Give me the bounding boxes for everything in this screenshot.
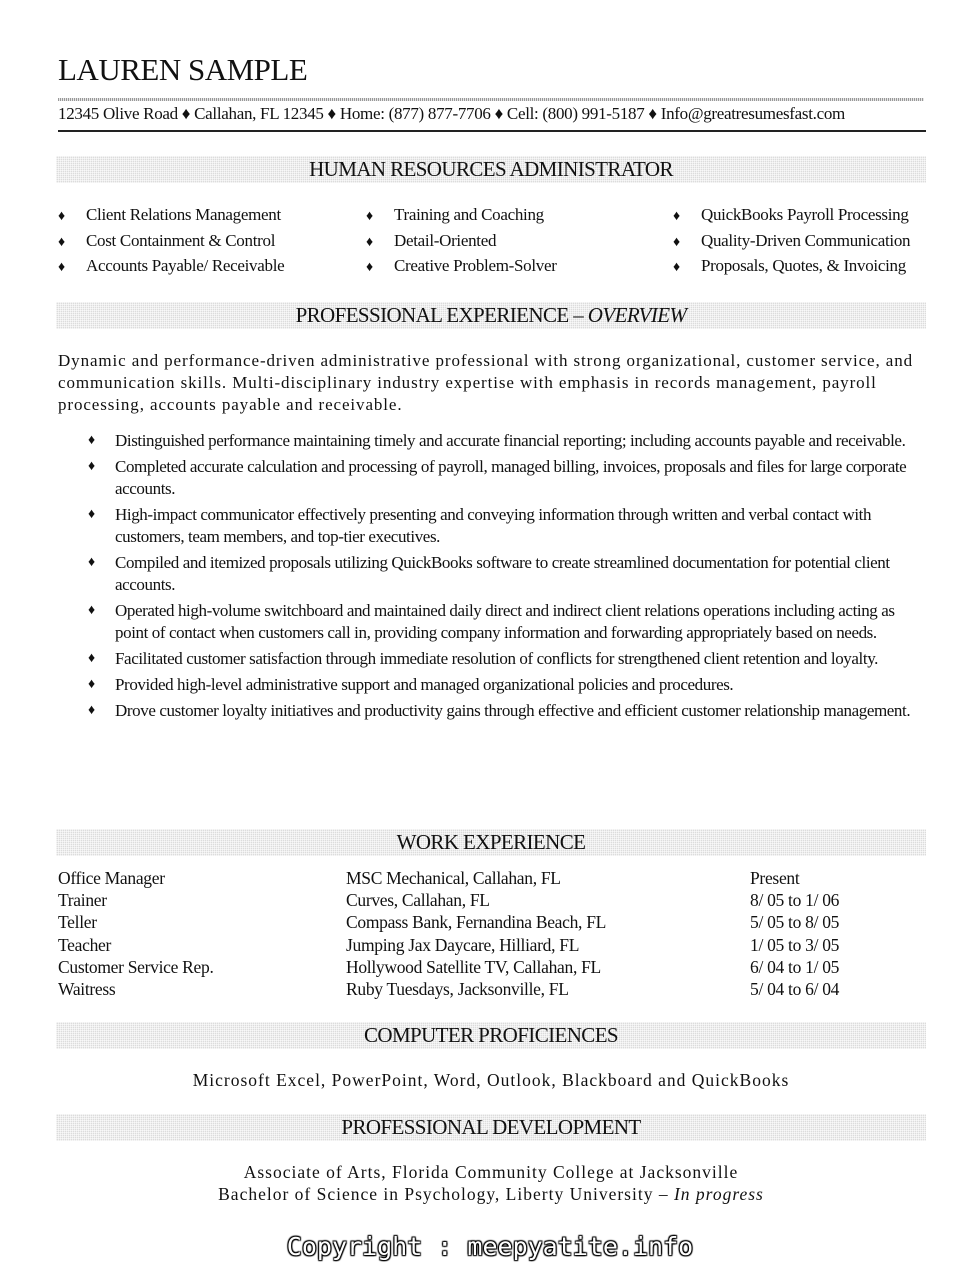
diamond-bullet-icon: ♦	[673, 260, 680, 275]
job-title: Trainer	[58, 890, 107, 911]
section-band-computer	[56, 1022, 926, 1049]
education-line-1: Associate of Arts, Florida Community College at Jacksonville	[243, 1162, 739, 1182]
achievement-item: ♦ Distinguished performance maintaining timely and accurate financial reporting; including accounts payable and receivable.	[88, 431, 906, 450]
job-title: Teller	[58, 912, 97, 933]
diamond-bullet-icon: ♦	[366, 234, 373, 250]
skills-column-2	[366, 205, 557, 282]
diamond-bullet-icon: ♦	[88, 507, 95, 522]
diamond-bullet-icon: ♦	[88, 677, 95, 692]
section-band-title	[56, 156, 926, 183]
diamond-bullet-icon: ♦	[58, 260, 65, 275]
job-employer: MSC Mechanical, Callahan, FL	[346, 868, 561, 888]
achievement-item: ♦ High-impact communicator effectively presenting and conveying information through written and verbal contact with customers, team members, and top-tier executives.	[88, 505, 872, 546]
achievement-item: ♦ Drove customer loyalty initiatives and productivity gains through effective and efficient customer relationship management.	[88, 701, 911, 720]
diamond-bullet-icon: ♦	[58, 209, 65, 224]
job-row	[58, 957, 928, 979]
job-dates: Present	[750, 868, 800, 888]
diamond-bullet-icon: ♦	[88, 459, 95, 474]
computer-skills-line: Microsoft Excel, PowerPoint, Word, Outlook, Blackboard and QuickBooks	[192, 1070, 790, 1090]
section-title-computer: COMPUTER PROFICIENCES	[363, 1023, 619, 1047]
job-dates: 5/ 04 to 6/ 04	[750, 978, 840, 999]
job-row	[58, 935, 928, 957]
job-employer: Curves, Callahan, FL	[346, 890, 490, 911]
skill-item: ♦ Proposals, Quotes, & Invoicing	[673, 256, 906, 275]
diamond-bullet-icon: ♦	[88, 603, 95, 618]
skill-item: ♦ Quality-Driven Communication	[673, 230, 911, 250]
achievement-item: ♦ Provided high-level administrative support and managed organizational policies and procedures.	[88, 675, 734, 694]
section-title-overview-italic: OVERVIEW	[587, 303, 687, 327]
skills-column-1	[58, 205, 284, 282]
achievement-item: ♦ Operated high-volume switchboard and maintained daily direct and indirect client relations operations including acting as point of contact when customers call in, providing company information and forwarding appropriately based on needs.	[88, 601, 895, 642]
header-dotted-rule	[58, 98, 924, 101]
job-employer: Jumping Jax Daycare, Hilliard, FL	[346, 934, 580, 955]
skill-item: ♦ Detail-Oriented	[366, 230, 497, 250]
skill-item: ♦ Accounts Payable/ Receivable	[58, 256, 285, 275]
diamond-bullet-icon: ♦	[88, 555, 95, 570]
job-dates: 5/ 05 to 8/ 05	[750, 912, 840, 933]
diamond-bullet-icon: ♦	[366, 209, 373, 224]
diamond-bullet-icon: ♦	[673, 209, 680, 224]
diamond-bullet-icon: ♦	[88, 651, 95, 666]
section-title-hr-admin: HUMAN RESOURCES ADMINISTRATOR	[309, 157, 673, 181]
skill-item: ♦ QuickBooks Payroll Processing	[673, 205, 909, 224]
skills-grid	[58, 205, 928, 285]
diamond-bullet-icon: ♦	[58, 234, 65, 250]
contact-line: 12345 Olive Road ♦ Callahan, FL 12345 ♦ Home: (877) 877-7706 ♦ Cell: (800) 991-5187 ♦ Info@greatresumesfast.com	[58, 104, 845, 123]
achievement-item: ♦ Compiled and itemized proposals utilizing QuickBooks software to create streamlined documentation for potential client accounts.	[88, 553, 890, 594]
diamond-bullet-icon: ♦	[88, 433, 95, 448]
copyright-watermark: Copyright : meepyatite.info	[286, 1232, 694, 1261]
header-solid-rule	[58, 130, 926, 132]
job-row	[58, 979, 928, 1001]
skill-item: ♦ Cost Containment & Control	[58, 230, 276, 250]
summary-paragraph: Dynamic and performance-driven administrative professional with strong organizational, customer service, and communication skills. Multi-disciplinary industry expertise with emphasis in records management, payroll processing, accounts payable and receivable.	[58, 351, 914, 414]
work-history	[58, 868, 928, 1001]
job-title: Customer Service Rep.	[58, 956, 214, 977]
section-band-overview	[56, 302, 926, 329]
job-row	[58, 868, 928, 890]
education-line-2: Bachelor of Science in Psychology, Liberty University – In progress	[218, 1184, 764, 1204]
section-title-overview: PROFESSIONAL EXPERIENCE –	[295, 303, 588, 327]
achievement-item: ♦ Facilitated customer satisfaction through immediate resolution of conflicts for strengthened client retention and loyalty.	[88, 649, 879, 668]
section-title-development: PROFESSIONAL DEVELOPMENT	[341, 1115, 641, 1139]
job-employer: Compass Bank, Fernandina Beach, FL	[346, 912, 607, 933]
diamond-bullet-icon: ♦	[673, 234, 680, 250]
job-title: Teacher	[58, 934, 112, 955]
section-title-work: WORK EXPERIENCE	[396, 830, 586, 854]
section-band-work	[56, 829, 926, 856]
skill-item: ♦ Creative Problem-Solver	[366, 256, 557, 275]
achievements-list	[88, 430, 918, 726]
job-employer: Ruby Tuesdays, Jacksonville, FL	[346, 978, 569, 999]
job-title: Waitress	[58, 978, 116, 999]
diamond-bullet-icon: ♦	[366, 260, 373, 275]
skills-column-3	[673, 205, 910, 282]
job-employer: Hollywood Satellite TV, Callahan, FL	[346, 956, 601, 977]
diamond-bullet-icon: ♦	[88, 703, 95, 718]
job-dates: 8/ 05 to 1/ 06	[750, 890, 840, 911]
job-dates: 6/ 04 to 1/ 05	[750, 956, 840, 977]
job-row	[58, 912, 928, 934]
skill-item: ♦ Training and Coaching	[366, 205, 544, 224]
candidate-name: LAUREN SAMPLE	[58, 52, 308, 87]
achievement-item: ♦ Completed accurate calculation and processing of payroll, managed billing, invoices, proposals and files for large corporate accounts.	[88, 457, 907, 498]
section-band-development	[56, 1114, 926, 1141]
job-title: Office Manager	[58, 868, 165, 888]
job-row	[58, 890, 928, 912]
skill-item: ♦ Client Relations Management	[58, 205, 281, 224]
job-dates: 1/ 05 to 3/ 05	[750, 934, 840, 955]
